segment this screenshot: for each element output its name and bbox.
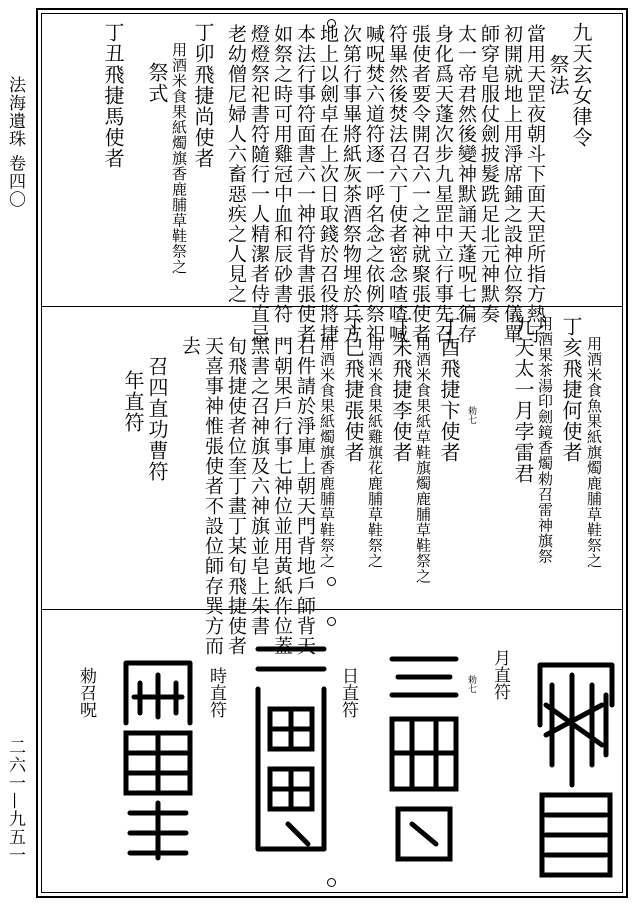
talisman-label-month: 月直符 <box>490 649 510 700</box>
section2-text-4: 旬飛捷使者位奎丁畫丁某旬飛捷使者 <box>225 336 247 656</box>
section1-left-title-3: 丁丑飛捷馬使者 <box>101 22 125 169</box>
section1-left-body-1: 用酒米食果紙燭旗香鹿脯草鞋祭之 <box>170 42 188 275</box>
section2-body-2: 用酒果茶湯印劍鏡香燭勑召雷神旗祭 <box>536 316 554 564</box>
section1-col-11: 次第行事畢將紙灰茶酒祭物埋於兵方 <box>340 24 362 344</box>
section2-body-5: 用酒米食果紙燭旗香鹿脯草鞋祭之 <box>318 336 336 569</box>
section1-col-4: 初開就地上用淨席鋪之設神位祭儀單 <box>501 24 523 344</box>
year-talisman <box>116 653 200 863</box>
section2-text-6: 去 <box>179 336 201 356</box>
day-talisman <box>382 649 466 869</box>
talisman-label-day: 日直符 <box>338 667 358 718</box>
section2-text-2: 門朝果戶行事七神位並用黃紙作位蓋 <box>271 336 293 656</box>
section2-title-1: 丁亥飛捷何使者 <box>559 316 583 463</box>
section2-body-4: 用酒米食果紙雞旗花鹿脯草鞋祭之 <box>366 336 384 569</box>
section2-body-1: 用酒米食魚果紙旗燭鹿脯草鞋祭之 <box>585 336 603 569</box>
margin-page-number: 二六一—九五一 <box>5 738 25 864</box>
section1-col-2: 祭法 <box>546 54 570 96</box>
page-frame <box>36 8 628 898</box>
section1-col-9: 符畢然後焚法召六丁使者密念喳喳喊 <box>386 24 408 344</box>
section1-col-1: 九天玄女律令 <box>569 22 593 148</box>
section2-title-4: 丁未飛捷李使者 <box>389 316 413 463</box>
margin-book-title: 法海遺珠 卷四〇 <box>5 76 25 209</box>
section-1 <box>42 14 622 344</box>
hour-talisman <box>248 639 334 869</box>
section2-text-5: 天喜事神惟張使者不設位師存巽方而 <box>202 336 224 656</box>
section2-end-2: 年直符 <box>121 370 145 433</box>
section1-col-16: 老幼僧尼婦人六畜惡疾之人見之 <box>225 24 247 304</box>
section2-text-1: 右件請於淨庫上朝天門背地戶師背天 <box>294 336 316 656</box>
section2-body-3: 用酒米食果紙草鞋旗燭鹿脯草鞋祭之 <box>414 336 432 584</box>
section1-col-13: 本法行事符面書六一神符背書張使者 <box>294 24 316 344</box>
month-talisman <box>532 645 620 885</box>
section1-left-title-1: 丁卯飛捷尚使者 <box>191 22 215 169</box>
section1-col-6: 太一帝君然後變神默誦天蓬呪七徧存 <box>455 24 477 344</box>
talisman-note-month: 勅七 <box>466 675 476 693</box>
section1-col-14: 如祭之時可用雞冠中血和辰砂書符 <box>271 24 293 324</box>
section2-end-1: 召四直功曹符 <box>145 356 169 482</box>
section1-col-3: 當用天罡夜朝斗下面天罡所指方熱子 <box>524 24 546 344</box>
inner-border <box>41 13 623 893</box>
section2-text-3: 黑書之召神旗及六神旗並皂上朱書 <box>248 336 270 636</box>
section2-note: 勅七 <box>466 406 476 424</box>
talisman-label-hour: 時直符 <box>206 667 226 718</box>
section1-col-5: 師穿皂服仗劍披髮跣足北元神默奏 <box>478 24 500 324</box>
section1-col-8: 張使者要令開召六一之神就聚張使者 <box>409 24 431 344</box>
section-2 <box>42 306 622 656</box>
section1-col-10: 喊呪焚六道符逐一呼名念之依例祭祀 <box>363 24 385 344</box>
section1-left-title-2: 祭式 <box>145 62 169 104</box>
section1-col-15: 燈燈祭祀書符隨行一人精潔者侍直忌 <box>248 24 270 344</box>
talisman-label-command: 勑召呪 <box>76 667 96 718</box>
section2-title-3: 丁酉飛捷卞使者 <box>437 316 461 463</box>
section2-title-5: 丁巳飛捷張使者 <box>341 316 365 463</box>
section1-col-7: 身化爲天蓬次步九星罡中立行事先召 <box>432 24 454 344</box>
section2-title-2: 九天太一月孛雷君 <box>511 316 535 484</box>
section1-col-12: 地上以劍卓在上次日取錢於召役將捷 <box>317 24 339 344</box>
section-3 <box>42 609 622 899</box>
